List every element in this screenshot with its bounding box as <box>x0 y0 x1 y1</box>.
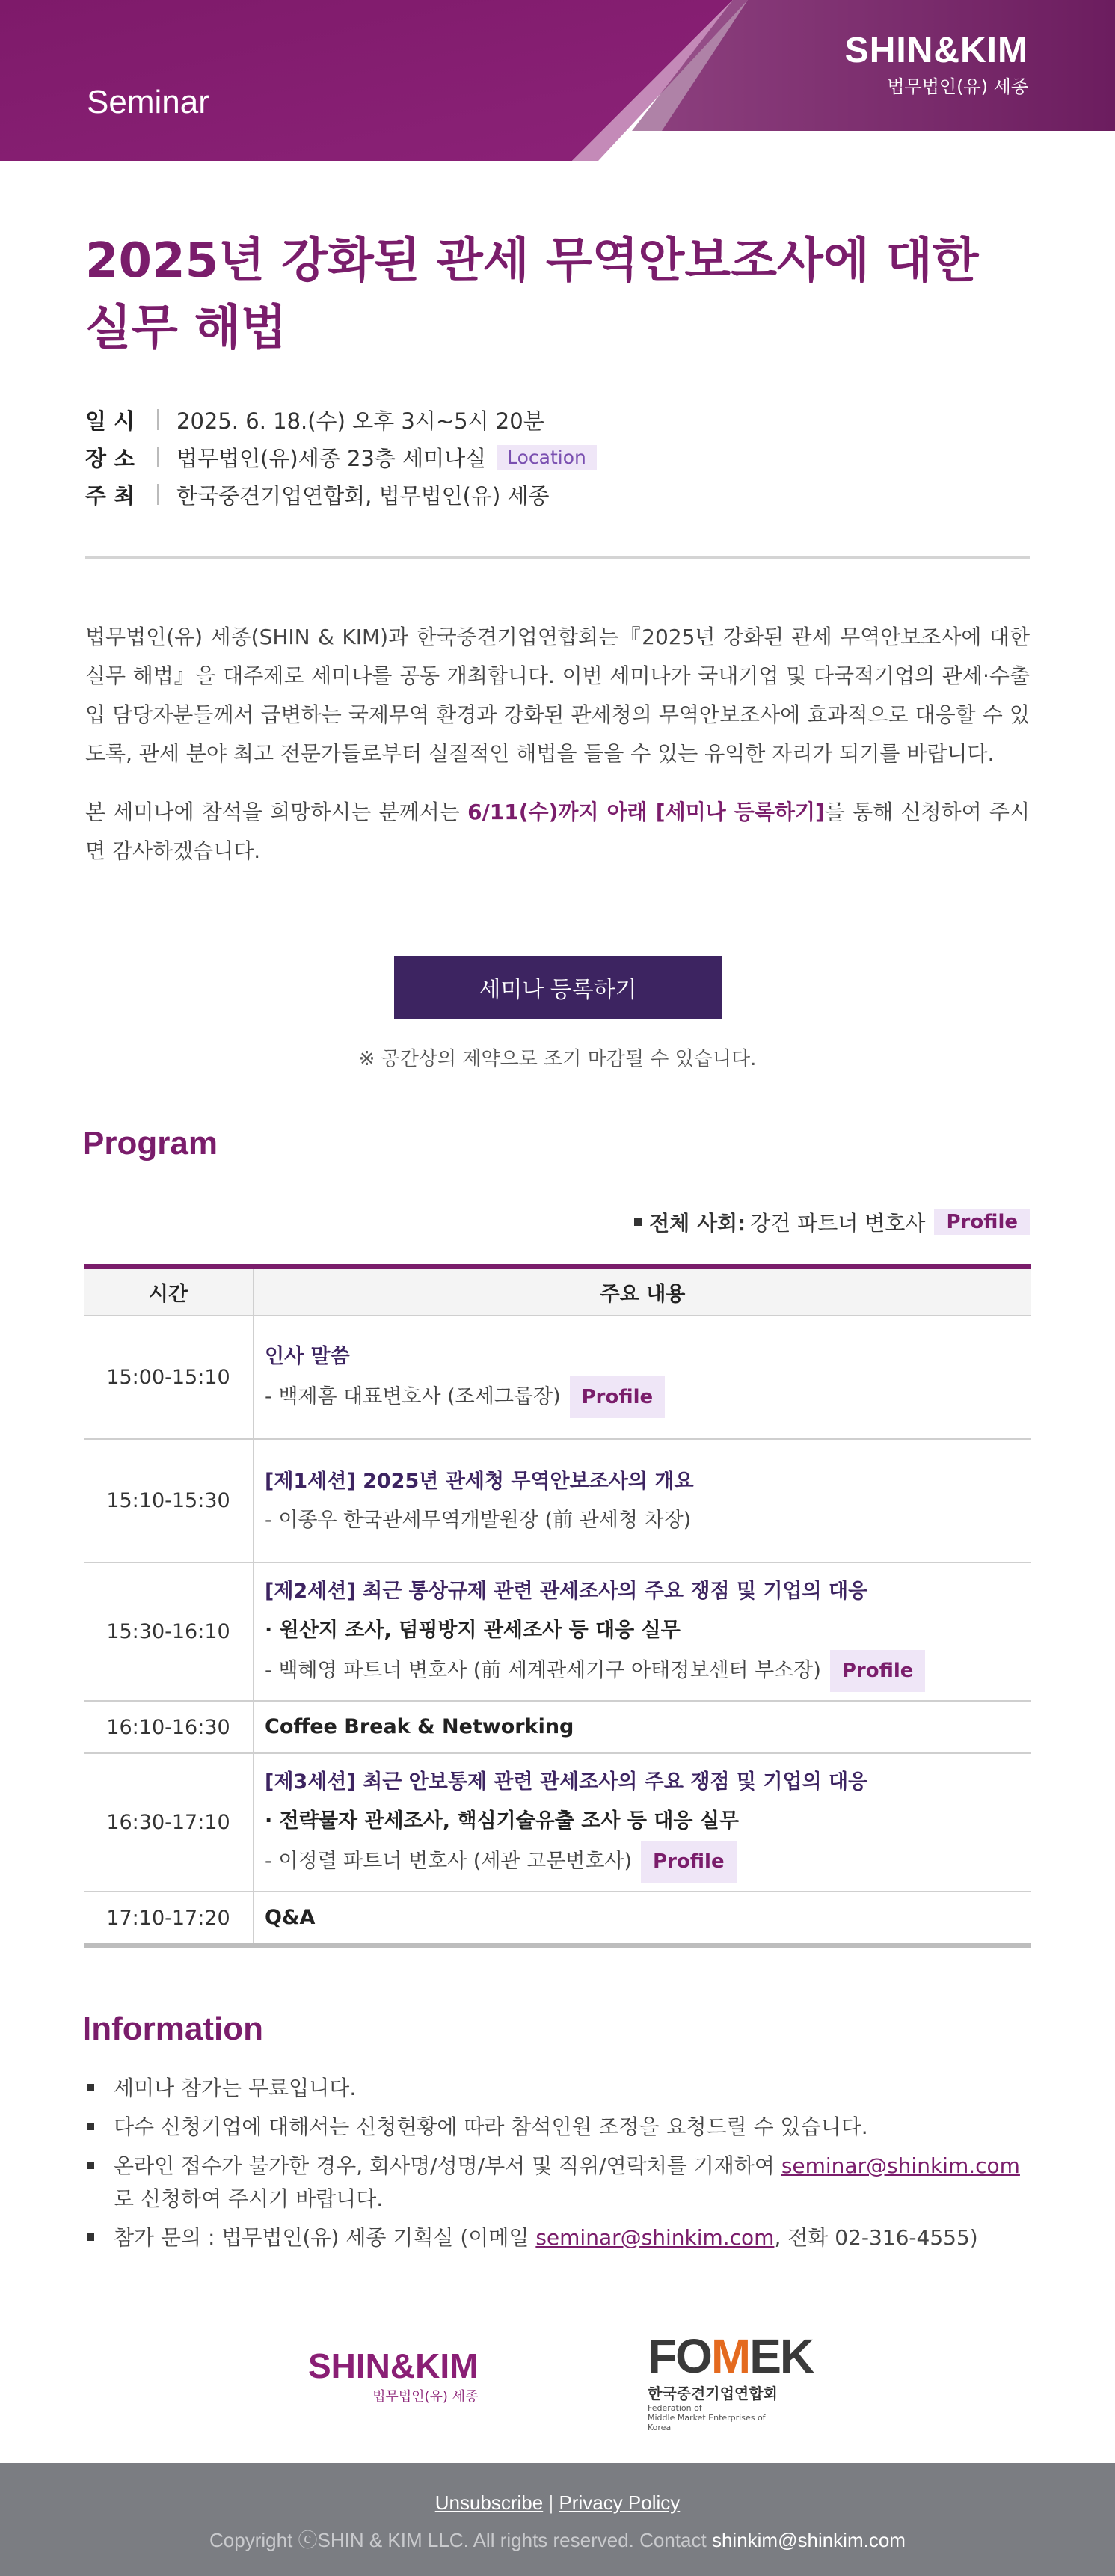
col-time-header: 시간 <box>84 1266 254 1316</box>
info-text-before: 온라인 접수가 불가한 경우, 회사명/성명/부서 및 직위/연락처를 기재하여 <box>114 2153 781 2178</box>
intro-text <box>85 618 1030 890</box>
row-heading: [제3세션] 최근 안보통제 관련 관세조사의 주요 쟁점 및 기업의 대응 <box>265 1770 868 1794</box>
list-item <box>85 2150 1030 2215</box>
row-speaker: - 백혜영 파트너 변호사 (前 세계관세기구 아태정보센터 부소장) <box>265 1658 821 1682</box>
row-speaker-line <box>265 1376 1031 1418</box>
footer <box>0 2463 1115 2576</box>
intro-p2-after: 를 통해 신청하여 주시면 감사하겠습니다. <box>85 800 1030 863</box>
contact-email[interactable]: shinkim@shinkim.com <box>711 2529 906 2551</box>
row-time: 15:30-16:10 <box>84 1563 254 1701</box>
footer-links <box>0 2491 1115 2515</box>
row-speaker: - 이종우 한국관세무역개발원장 (前 관세청 차장) <box>265 1508 692 1532</box>
row-content <box>254 1701 1031 1753</box>
row-time: 15:10-15:30 <box>84 1439 254 1563</box>
row-time: 17:10-17:20 <box>84 1892 254 1945</box>
row-content <box>254 1563 1031 1701</box>
place-label: 장 소 <box>85 445 135 471</box>
footer-separator: | <box>548 2491 554 2514</box>
deadline-highlight: 6/11(수)까지 아래 [세미나 등록하기] <box>467 800 825 824</box>
seminar-meta <box>85 401 597 513</box>
divider-bar <box>157 409 159 430</box>
info-text: 다수 신청기업에 대해서는 신청현황에 따라 참석인원 조정을 요청드릴 수 있습니다. <box>114 2115 868 2139</box>
row-speaker: - 백제흠 대표변호사 (조세그룹장) <box>265 1384 561 1408</box>
information-title: Information <box>82 2011 263 2047</box>
date-row <box>85 401 597 438</box>
fomek-mark <box>648 2329 814 2383</box>
speaker-profile-link[interactable]: Profile <box>570 1376 666 1418</box>
host-org-row <box>85 476 597 513</box>
fomek-mark-pre: FO <box>648 2329 711 2383</box>
place-row <box>85 438 597 476</box>
information-list <box>85 2072 1030 2260</box>
program-title: Program <box>82 1125 218 1162</box>
bullet-square-icon <box>87 2162 94 2169</box>
fomek-english-name-2: Middle Market Enterprises of Korea <box>648 2413 766 2432</box>
row-speaker-line <box>265 1841 1031 1883</box>
col-content-header: 주요 내용 <box>254 1266 1031 1316</box>
table-row <box>84 1753 1031 1892</box>
row-time: 15:00-15:10 <box>84 1316 254 1439</box>
bullet-square-icon <box>634 1218 642 1226</box>
bullet-square-icon <box>87 2123 94 2130</box>
table-row <box>84 1701 1031 1753</box>
row-speaker-line <box>265 1650 1031 1692</box>
seminar-title: 2025년 강화된 관세 무역안보조사에 대한 실무 해법 <box>85 233 979 356</box>
copyright-text <box>0 2525 1115 2553</box>
bullet-square-icon <box>87 2233 94 2241</box>
shin-kim-logo <box>845 33 1028 98</box>
seminar-label: Seminar <box>87 84 209 120</box>
intro-p2-before: 본 세미나에 참석을 희망하시는 분께서는 <box>85 800 468 824</box>
place-value: 법무법인(유)세종 23층 세미나실 <box>176 445 487 471</box>
list-item <box>85 2221 1030 2254</box>
info-text: 세미나 참가는 무료입니다. <box>114 2076 357 2100</box>
table-row <box>84 1892 1031 1945</box>
row-heading: 인사 말씀 <box>265 1344 350 1368</box>
date-label: 일 시 <box>85 408 135 434</box>
fomek-logo <box>648 2329 814 2432</box>
list-item <box>85 2072 1030 2105</box>
intro-paragraph-1: 법무법인(유) 세종(SHIN & KIM)과 한국중견기업연합회는『2025년 강화된 관세 무역안보조사에 대한 실무 해법』을 대주제로 세미나를 공동 개최합니다. 이번 세미나가 국내기업 및 다국적기업의 관세·수출입 담당자분들께서 급변하는 국제무역 환경과 강화된 관세청의 무역안보조사에 효과적으로 대응할 수 있도록, 관세 분야 최고 전문가들로부터 실질적인 해법을 들을 수 있는 유익한 자리가 되기를 바랍니다. <box>85 625 1030 766</box>
info-text-after: 로 신청하여 주시기 바랍니다. <box>114 2186 384 2211</box>
fomek-english-name-1: Federation of <box>648 2403 702 2413</box>
host-profile-link[interactable]: Profile <box>934 1209 1030 1235</box>
row-heading: [제1세션] 2025년 관세청 무역안보조사의 개요 <box>265 1469 694 1493</box>
row-heading: [제2세션] 최근 통상규제 관련 관세조사의 주요 쟁점 및 기업의 대응 <box>265 1579 868 1603</box>
register-button[interactable]: 세미나 등록하기 <box>394 956 722 1019</box>
register-note: ※ 공간상의 제약으로 조기 마감될 수 있습니다. <box>358 1048 757 1070</box>
row-content <box>254 1892 1031 1945</box>
host-name: 강건 파트너 변호사 <box>750 1211 926 1236</box>
speaker-profile-link[interactable]: Profile <box>641 1841 737 1883</box>
shin-kim-footer-logo <box>308 2346 479 2405</box>
table-header-row <box>84 1266 1031 1316</box>
intro-paragraph-2 <box>85 793 1030 871</box>
brand-name: SHIN&KIM <box>844 31 1028 70</box>
row-content <box>254 1439 1031 1563</box>
row-time: 16:30-17:10 <box>84 1753 254 1892</box>
host-label: 전체 사회: <box>649 1211 746 1236</box>
table-row <box>84 1439 1031 1563</box>
brand-subtitle: 법무법인(유) 세종 <box>887 76 1028 97</box>
fomek-mark-post: EK <box>749 2329 814 2383</box>
row-plain: Q&A <box>265 1906 316 1929</box>
divider-bar <box>157 484 159 505</box>
table-row <box>84 1316 1031 1439</box>
location-link[interactable]: Location <box>497 445 597 470</box>
host-org-label: 주 최 <box>85 482 135 509</box>
copyright: Copyright ⓒSHIN & KIM LLC. All rights reserved. Contact <box>209 2529 712 2551</box>
row-time: 16:10-16:30 <box>84 1701 254 1753</box>
section-divider <box>85 556 1030 559</box>
bullet-square-icon <box>87 2084 94 2091</box>
header-banner <box>0 0 1115 161</box>
date-value: 2025. 6. 18.(수) 오후 3시~5시 20분 <box>176 408 544 434</box>
fomek-mark-accent: M <box>710 2329 750 2383</box>
row-subheading: · 원산지 조사, 덤핑방지 관세조사 등 대응 실무 <box>265 1618 681 1642</box>
table-row <box>84 1563 1031 1701</box>
list-item <box>85 2111 1030 2144</box>
divider-bar <box>157 447 159 467</box>
row-subheading: · 전략물자 관세조사, 핵심기술유출 조사 등 대응 실무 <box>265 1809 740 1833</box>
row-speaker: - 이정렬 파트너 변호사 (세관 고문변호사) <box>265 1849 633 1873</box>
unsubscribe-link[interactable]: Unsubscribe <box>434 2491 544 2514</box>
speaker-profile-link[interactable]: Profile <box>830 1650 926 1692</box>
host-org-value: 한국중견기업연합회, 법무법인(유) 세종 <box>176 482 550 509</box>
info-text-after: , 전화 02-316-4555) <box>774 2225 978 2250</box>
fomek-korean-name: 한국중견기업연합회 <box>648 2385 778 2402</box>
privacy-policy-link[interactable]: Privacy Policy <box>559 2491 681 2514</box>
email-link[interactable]: seminar@shinkim.com <box>781 2153 1020 2178</box>
logo-name: SHIN&KIM <box>308 2346 479 2385</box>
email-link[interactable]: seminar@shinkim.com <box>535 2225 775 2250</box>
info-text-before: 참가 문의 : 법무법인(유) 세종 기획실 (이메일 <box>114 2225 536 2250</box>
row-content <box>254 1753 1031 1892</box>
program-host <box>634 1207 1030 1237</box>
program-table <box>84 1264 1031 1948</box>
row-content <box>254 1316 1031 1439</box>
logo-subtitle: 법무법인(유) 세종 <box>372 2389 479 2405</box>
row-plain: Coffee Break & Networking <box>265 1715 574 1738</box>
